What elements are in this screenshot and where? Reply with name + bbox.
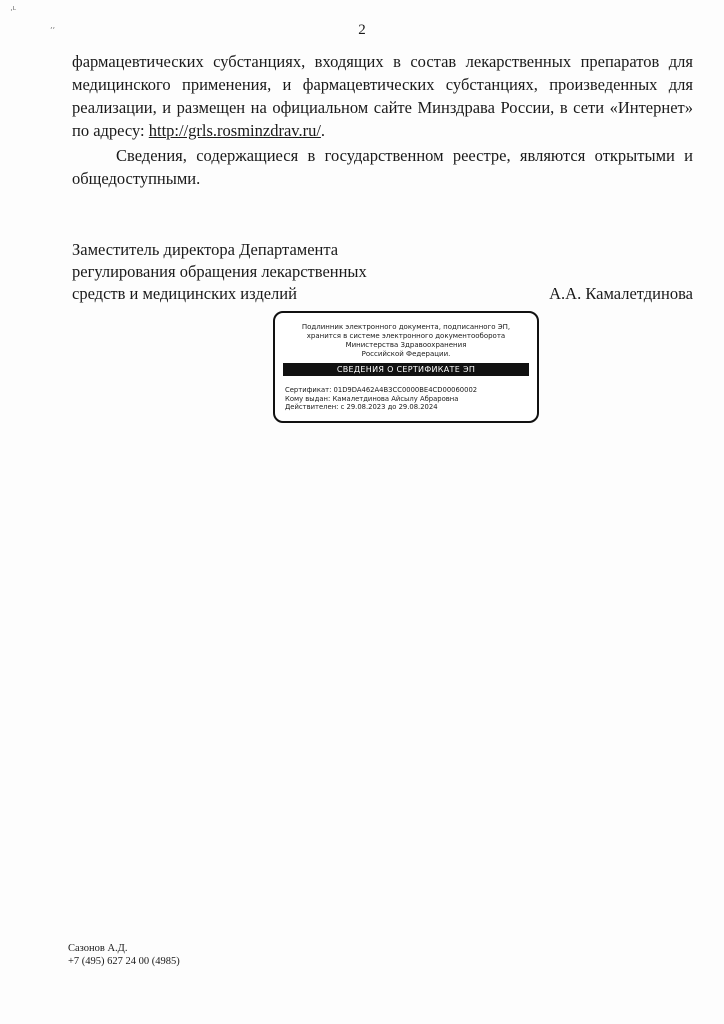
page-number: 2	[358, 22, 366, 38]
executor-name: Сазонов А.Д.	[68, 943, 128, 954]
owner-value: Камалетдинова Айсылу Абраровна	[332, 394, 459, 403]
stamp-owner-row	[285, 395, 537, 404]
paragraph-text: фармацевтических субстанциях, входящих в состав лекарственных препаратов для медицинского применения, и фармацевтических субстанциях, произведенных для реализации, и размещен на официальном сайте Минздрава России, в сети «Интернет» по адресу:	[72, 52, 693, 140]
document-body	[72, 50, 693, 190]
valid-value: с 29.08.2023 до 29.08.2024	[340, 403, 438, 411]
cert-value: 01D9DA462A4B3CC0000BE4CD00060002	[333, 386, 478, 394]
paragraph-end: .	[320, 121, 326, 140]
registry-url-link[interactable]: http://grls.rosminzdrav.ru/	[148, 121, 321, 140]
signer-name: А.А. Камалетдинова	[549, 284, 693, 303]
signer-position-line-3: средств и медицинских изделий	[72, 284, 297, 303]
signature-block	[72, 239, 693, 305]
executor-footer	[68, 942, 180, 968]
paragraph-open-access: Сведения, содержащиеся в государственном реестре, являются открытыми и общедоступными.	[72, 146, 693, 188]
cert-label: Сертификат:	[285, 386, 332, 394]
scan-artifact-mark: ·ᴸ	[10, 6, 17, 16]
stamp-header-line: хранится в системе электронного документооборота	[306, 332, 506, 340]
signer-position-line-1: Заместитель директора Департамента	[72, 240, 339, 259]
signer-position-line-2: регулирования обращения лекарственных	[72, 262, 367, 281]
stamp-header-line: Подлинник электронного документа, подписанного ЭП,	[301, 323, 511, 331]
electronic-signature-stamp	[273, 311, 539, 423]
stamp-header-line: Министерства Здравоохранения	[345, 341, 467, 349]
owner-label: Кому выдан:	[285, 394, 331, 403]
executor-phone: +7 (495) 627 24 00 (4985)	[68, 956, 180, 967]
paragraph-registry-publication	[72, 50, 693, 142]
stamp-header-line: Российской Федерации.	[361, 350, 451, 358]
scan-artifact-tick: ʼʼ	[50, 26, 56, 35]
stamp-header	[275, 323, 537, 359]
stamp-cert-row	[285, 386, 537, 395]
stamp-validity-row	[285, 403, 537, 412]
stamp-certificate-details	[285, 386, 537, 412]
valid-label: Действителен:	[285, 403, 339, 411]
stamp-certificate-title: СВЕДЕНИЯ О СЕРТИФИКАТЕ ЭП	[283, 363, 529, 376]
